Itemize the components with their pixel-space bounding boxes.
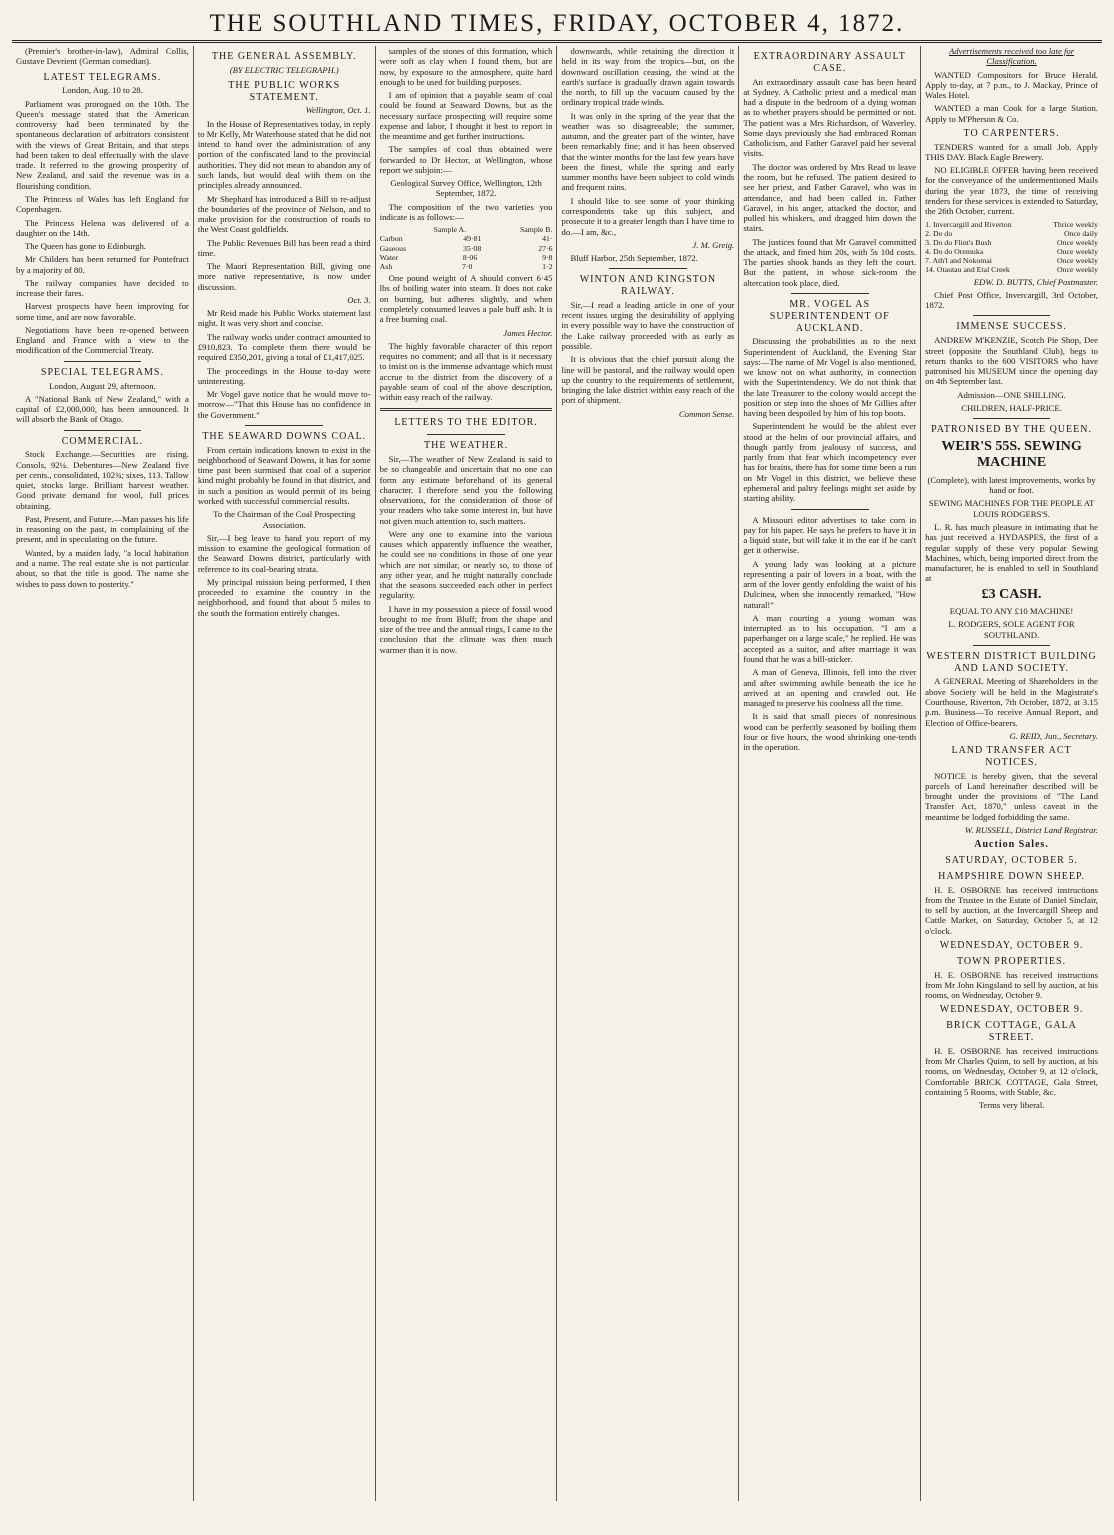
seaward-para: To the Chairman of the Coal Prospecting Association. xyxy=(213,509,356,530)
table-cell: Sample A. xyxy=(433,225,467,235)
misc-para: A young lady was looking at a picture representing a pair of lovers in a boat, with the arm of the lover gently enfolding the waist of his Dulcinea, when she innocently remarked, "How natural!" xyxy=(743,558,917,610)
works-para: Mr Vogel gave notice that he would move to-morrow—"That this House has no confidence in the Government." xyxy=(197,389,371,420)
ad-text: CHILDREN, HALF-PRICE. xyxy=(961,402,1062,413)
assault-para: The doctor was ordered by Mrs Read to leave the room, but he refused. The patient desired to see her priest, and Father Garavel, who was in attendance, and had been called in. Father Garavel, in his anger, attacked the doctor, and pulled his whiskers, and dragged him down the stairs. xyxy=(743,161,917,234)
column-1 xyxy=(12,46,194,1501)
table-row xyxy=(925,265,1098,274)
latest-telegrams-heading: LATEST TELEGRAMS. xyxy=(43,71,162,83)
coal-para: Geological Survey Office, Wellington, 12th September, 1872. xyxy=(390,178,542,199)
divider xyxy=(791,293,869,294)
masthead: THE SOUTHLAND TIMES, FRIDAY, OCTOBER 4, 1872. xyxy=(12,10,1102,43)
latest-para: Parliament was prorogued on the 10th. The Queen's message stated that the American controversy had been terminated by the spontaneous declaration of arbitrators consistent with the views of Great Britain, and that steps had been taken to deal effectually with the slave trade. It referred to the growing prosperity of New Zealand, and said the revenue was in a flourishing condition. xyxy=(16,98,189,191)
table-cell: 4. Do do Oremuka xyxy=(925,247,984,257)
winton-signature: Common Sense. xyxy=(678,408,735,419)
table-cell: 3. Do do Flint's Bush xyxy=(925,237,992,247)
divider xyxy=(973,315,1051,316)
works-dateline: Wellington, Oct. 1. xyxy=(305,105,371,116)
past-present-para: Past, Present, and Future.—Man passes his life in reasoning on the past, in complaining of the present, and in speculating on the future. xyxy=(16,513,189,545)
column-5 xyxy=(739,46,921,1501)
ad-text: H. E. OSBORNE has received instructions from Mr Charles Quinn, to sell by auction, at his rooms, on Wednesday, October 9, at 12 o'clock, Comfortable BRICK COTTAGE, Gala Street, containing 5 Rooms, with Stable, &c. xyxy=(925,1045,1098,1097)
divider xyxy=(64,430,142,431)
ad-text: H. E. OSBORNE has received instructions from Mr John Kingsland to sell by auction, at his rooms, on Wednesday, October 9. xyxy=(925,969,1098,1001)
seaward-downs-heading: THE SEAWARD DOWNS COAL. xyxy=(202,430,367,442)
ad-text: WANTED Compositors for Bruce Herald. Apply to-day, at 7 p.m., to J. Mackay, Prince of Wales Hotel. xyxy=(925,69,1098,101)
works-para: The proceedings in the House to-day were uninteresting. xyxy=(197,365,371,386)
ad-text: (Complete), with latest improvements, works by hand or foot. xyxy=(927,474,1096,496)
table-cell: 7·0 xyxy=(461,262,473,271)
weather-signature: J. M. Greig. xyxy=(692,239,735,250)
auction-heading: Auction Sales. xyxy=(974,839,1049,851)
works-para: The Maori Representation Bill, giving one more native representative, is now under discussion. xyxy=(197,261,371,292)
newspaper-page xyxy=(12,10,1102,1510)
divider xyxy=(973,418,1051,419)
table-cell: 27·6 xyxy=(538,243,553,253)
table-cell: 14. Otautau and Etal Creek xyxy=(925,265,1010,275)
divider xyxy=(380,408,553,411)
column-6 xyxy=(921,46,1102,1501)
table-row xyxy=(380,244,553,253)
seaward-para: My principal mission being performed, I then proceeded to examine the country in the neighborhood, and found that about 5 miles to the south the formation entirely changes. xyxy=(197,576,371,618)
ad-text: NO ELIGIBLE OFFER having been received for the conveyance of the undermentioned Mails during the year 1873, the time of receiving tenders for these services is extended to Saturday, the 26th October, current. xyxy=(925,165,1098,217)
weather-para: I should like to see some of your thinking correspondents take up this subject, and prosecute it to a greater length than I have time to do.—I am, &c., xyxy=(561,195,735,237)
vogel-heading: MR. VOGEL AS SUPERINTENDENT OF AUCKLAND. xyxy=(769,298,890,334)
table-cell: 35·08 xyxy=(463,243,482,253)
table-cell: 49·81 xyxy=(463,234,482,244)
table-cell: Once weekly xyxy=(1057,247,1098,257)
table-cell: 1. Invercargill and Riverton xyxy=(925,219,1012,229)
success-heading: IMMENSE SUCCESS. xyxy=(956,321,1067,333)
weather-para: Sir,—The weather of New Zealand is said to be so changeable and uncertain that no one can form any estimate beforehand of its general character. I therefore send you the following observations, for the consideration of those of your readers who take some interest in, but have not given much attention to, such matters. xyxy=(379,453,553,526)
misc-para: A man of Geneva, Illinois, fell into the river and after swimming awhile beneath the ice he arrived at an opening and crawled out. He managed to preserve his coolness all the time. xyxy=(743,667,917,709)
vogel-para: Superintendent he would be the ablest ever stood at the helm of our provincial affairs, and though partly from jealousy of success, and partly from that fear which incompetency ever has for brains, there has for some time been a run on Mr Vogel in this district, we believe these ephemeral and paltry feelings might set aside by starting ability. xyxy=(743,421,917,504)
coal-para: The highly favorable character of this report requires no comment; and all that is it necessary to insist on is the immense advantage which must accrue to the district from the discovery of a payable seam of coal of the above description, within easy reach of the railway. xyxy=(379,340,553,403)
table-row xyxy=(925,256,1098,265)
table-cell: 9·8 xyxy=(542,252,553,262)
works-para: The Public Revenues Bill has been read a third time. xyxy=(197,237,371,258)
table-cell: Once weekly xyxy=(1057,265,1098,275)
public-works-heading: THE PUBLIC WORKS STATEMENT. xyxy=(228,79,341,103)
works-para: Mr Shephard has introduced a Bill to re-adjust the boundaries of the province of Nelson, and to make provision for the construction of roads to the West Coast goldfields. xyxy=(197,193,371,235)
table-cell: 8·06 xyxy=(462,252,478,262)
weather-para: downwards, while retaining the direction it held in its way from the tropics—but, on the downward oscillation ceasing, the wind at the earth's surface is gradually drawn again towards the north, to fill up the vacuum caused by the ordinary tropical trade winds. xyxy=(561,46,735,108)
table-cell: Sample B. xyxy=(519,225,553,235)
table-row xyxy=(380,262,553,271)
weir-price: £3 CASH. xyxy=(981,586,1042,602)
table-cell: Once weekly xyxy=(1057,256,1098,266)
special-telegrams-heading: SPECIAL TELEGRAMS. xyxy=(40,366,164,378)
sheep-heading: HAMPSHIRE DOWN SHEEP. xyxy=(938,870,1085,882)
weather-para: It was only in the spring of the year that the weather was so disagreeable; the summer, autumn, and the greater part of the winter, have been remarkably fine; and it has been observed that the winter months for the last few years have been the finest, while the spring and early summer months have been subject to cold winds and frequent rains. xyxy=(561,110,735,193)
vogel-para: Discussing the probabilities as to the next Superintendent of Auckland, the Evening Star says:—The name of Mr Vogel is also mentioned, we know not on what authority, in connection with the Superintendency. We do not think that the late Treasurer to the colony would accept the position or step into the shoes of Mr Gillies after having been despoiled by him of his top boots. xyxy=(743,336,917,419)
misc-para: A man courting a young woman was interrupted as to his occupation. "I am a paperhanger on a large scale," he replied. He was accepted as a suitor, and after marriage it was found that he was a bill-sticker. xyxy=(743,612,917,664)
column-3 xyxy=(376,46,558,1501)
coal-para: I am of opinion that a payable seam of coal could be found at Seaward Downs, but as the necessary surface prospecting will require some expense and labor, I thought it best to report in the meantime and get further instructions. xyxy=(379,90,553,142)
seaward-para: From certain indications known to exist in the neighborhood of Seaward Downs, it has for some time past been surmised that coal of a superior kind might probably be found in that district, and in such a position as would permit of its being worked with successful commercial results. xyxy=(197,444,371,506)
table-cell: Once weekly xyxy=(1057,237,1098,247)
table-cell: Water xyxy=(379,252,399,262)
divider xyxy=(64,361,142,362)
weather-para: I have in my possession a piece of fossil wood brought to me from Bluff; from the shape and size of the tree and the annual rings, I came to the conclusion that the climate was then much warmer than it is now. xyxy=(379,603,553,655)
latest-para: Negotiations have been re-opened between England and France with a view to the modification of the Commercial Treaty. xyxy=(16,324,189,356)
misc-para: A Missouri editor advertises to take corn in pay for his paper. He says he prefers to have it in a liquid state, but will take it in the ear if he can't get it otherwise. xyxy=(743,514,917,556)
assault-para: An extraordinary assault case has been heard at Sydney. A Catholic priest and a medical man had a dispute in the bedroom of a dying woman as to whether prayers should be permitted or not. The patient was a Mrs Richardson, of Waverley. Some days previously she had embraced Roman Catholicism, and Father Garavel paid her several visits. xyxy=(743,76,917,159)
divider xyxy=(973,645,1051,646)
ad-text: TENDERS wanted for a small Job. Apply THIS DAY. Black Eagle Brewery. xyxy=(925,141,1098,162)
column-4 xyxy=(557,46,739,1501)
columns xyxy=(12,46,1102,1501)
table-cell: 1·2 xyxy=(542,262,553,271)
general-assembly-sub: (BY ELECTRIC TELEGRAPH.) xyxy=(229,64,339,75)
table-cell: Carbon xyxy=(379,234,403,244)
ad-text: Terms very liberal. xyxy=(978,1100,1045,1111)
weather-para: Were any one to examine into the various causes which apparently influence the weather, he could see no conditions in those of one year which are not similar, or nearly so, to those of any other year, and he might naturally conclude that the seasons succeeded each other in perfect regularity. xyxy=(379,528,553,601)
brick-heading: BRICK COTTAGE, GALA STREET. xyxy=(946,1020,1077,1043)
table-header xyxy=(380,225,553,234)
works-para: In the House of Representatives today, in reply to Mr Kelly, Mr Waterhouse stated that he did not intend to hand over the administration of any portion of the confiscated land to the provincial authorities. They did not mean to abandon any of such lands, but would deal with them on the principles already announced. xyxy=(197,118,371,191)
table-row xyxy=(925,238,1098,247)
winton-para: Sir,—I read a leading article in one of your recent issues urging the desirability of applying in every possible way to have the construction of the Lake railway proceeded with as early as possible. xyxy=(561,299,735,351)
table-row xyxy=(925,220,1098,229)
works-para: The railway works under contract amounted to £910,823. To complete them there would be required £350,201, giving a total of £1,417,025. xyxy=(197,331,371,363)
works-para: Mr Reid made his Public Works statement last night. It was very short and concise. xyxy=(197,308,371,329)
commercial-para: Stock Exchange.—Securities are rising. Consols, 92¼. Debentures—New Zealand five per cents., consolidated, 102¾; sixes, 113. Tallow quiet, stocks large. Brilliant harvest weather. Good private demand for wool, full prices obtaining. xyxy=(16,449,189,511)
special-para: A "National Bank of New Zealand," with a capital of £2,000,000, has been announced. It will absorb the Bank of Otago. xyxy=(16,393,189,425)
special-dateline: London, August 29, afternoon. xyxy=(49,380,156,391)
commercial-heading: COMMERCIAL. xyxy=(61,435,144,447)
table-cell: Ash xyxy=(379,262,393,271)
western-heading: WESTERN DISTRICT BUILDING AND LAND SOCIETY. xyxy=(926,650,1097,674)
ad-signature: G. REID, Jun., Secretary. xyxy=(1009,730,1098,741)
coal-para: The composition of the two varieties you indicate is as follows:— xyxy=(379,201,553,222)
ad-text: H. E. OSBORNE has received instructions from the Trustee in the Estate of Daniel Sinclair, to sell by auction, at the Invercargill Sheep and Cattle Market, on Saturday, October 5, at 12 o'clock. xyxy=(925,884,1098,936)
ad-text: Admission—ONE SHILLING. xyxy=(957,389,1066,400)
weather-heading: THE WEATHER. xyxy=(424,440,509,452)
latest-para: Mr Childers has been returned for Pontefract by a majority of 80. xyxy=(16,254,189,275)
mail-table xyxy=(925,220,1098,275)
ad-text: A GENERAL Meeting of Shareholders in the above Society will be held in the Magistrate's Courthouse, Riverton, 7th October, 1872, at 3.15 p.m. Business—To receive Annual Report, and Election of Office-bearers. xyxy=(925,676,1098,728)
town-heading: TOWN PROPERTIES. xyxy=(956,955,1067,967)
table-row xyxy=(925,247,1098,256)
queen-heading: PATRONISED BY THE QUEEN. xyxy=(931,424,1092,436)
general-assembly-heading: THE GENERAL ASSEMBLY. xyxy=(211,51,357,62)
ad-text: NOTICE is hereby given, that the several parcels of Land hereinafter described will be brought under the provisions of "The Land Transfer Act, 1870," unless caveat in the meantime be lodged forbidding the same. xyxy=(925,770,1098,822)
column-2 xyxy=(194,46,376,1501)
table-cell: 2. Do do xyxy=(925,228,953,238)
divider xyxy=(245,425,323,426)
table-cell: 7. Ath'l and Nokomai xyxy=(925,256,992,266)
ad-text: SEWING MACHINES FOR THE PEOPLE AT LOUIS RODGERS'S. xyxy=(928,498,1095,519)
table-cell: Gaseous xyxy=(379,243,407,253)
table-cell: Once daily xyxy=(1063,228,1098,238)
table-cell: Thrice weekly xyxy=(1053,219,1098,229)
latest-para: The railway companies have decided to increase their fares. xyxy=(16,277,189,299)
works-dateline: Oct. 3. xyxy=(347,294,371,305)
saturday-heading: SATURDAY, OCTOBER 5. xyxy=(945,855,1078,867)
winton-heading: WINTON AND KINGSTON RAILWAY. xyxy=(579,274,717,298)
ad-signature: L. RODGERS, SOLE AGENT FOR SOUTHLAND. xyxy=(948,619,1075,640)
table-row xyxy=(380,234,553,243)
table-row xyxy=(925,229,1098,238)
ad-text: ANDREW M'KENZIE, Scotch Pie Shop, Dee street (opposite the Southland Club), begs to return thanks to the 600 VISITORS who have patronised his MUSEUM since the opening day on 4th September last. xyxy=(925,335,1098,387)
coal-signature: James Hector. xyxy=(503,327,553,338)
ad-signature: W. RUSSELL, District Land Registrar. xyxy=(964,825,1098,835)
ad-text: WANTED a man Cook for a large Station. Apply to M'Pherson & Co. xyxy=(925,103,1098,124)
winton-para: It is obvious that the chief pursuit along the line will be pastoral, and the railway would open up the country to the requirements of settlement, bringing the lake district within easy reach of the port of shipment. xyxy=(561,354,735,406)
ad-signature: EDW. D. BUTTS, Chief Postmaster. xyxy=(973,276,1098,287)
ad-text: EQUAL TO ANY £10 MACHINE! xyxy=(949,606,1074,617)
carpenters-heading: TO CARPENTERS. xyxy=(963,127,1060,139)
misc-para: It is said that small pieces of nonresinous wood can be perfectly seasoned by boiling them four or five hours, the wood shrinking one-tenth in the operation. xyxy=(743,711,917,753)
coal-para: One pound weight of A should convert 6·45 lbs of boiling water into steam. It does not cake on burning, but adheres slightly, and when completely consumed leaves a pale buff ash. It is a free burning coal. xyxy=(379,273,553,325)
coal-analysis-table xyxy=(380,225,553,271)
assault-heading: EXTRAORDINARY ASSAULT CASE. xyxy=(753,51,906,74)
ad-text: Chief Post Office, Invercargill, 3rd October, 1872. xyxy=(925,289,1098,311)
wednesday-heading: WEDNESDAY, OCTOBER 9. xyxy=(939,939,1084,951)
latest-dateline: London, Aug. 10 to 28. xyxy=(61,85,143,96)
latest-para: The Queen has gone to Edinburgh. xyxy=(25,241,146,252)
coal-para: samples of the stones of this formation, which were soft as clay when I found them, but are now, by exposure to the atmosphere, quite hard enough to be used for building purposes. xyxy=(379,46,553,87)
wednesday-heading: WEDNESDAY, OCTOBER 9. xyxy=(939,1004,1084,1016)
intro-text: (Premier's brother-in-law), Admiral Collis, Gustave Devrient (German comedian). xyxy=(16,46,189,67)
latest-para: Harvest prospects have been improving for some time, and are now favorable. xyxy=(16,301,189,322)
coal-para: The samples of coal thus obtained were forwarded to Dr Hector, at Wellington, whose report we subjoin:— xyxy=(379,144,553,175)
table-row xyxy=(380,253,553,262)
assault-para: The justices found that Mr Garavel committed the attack, and fined him 20s, with 5s 10d costs. The parties shook hands as they left the court. But the patient, in whose sick-room the altercation took place, died. xyxy=(743,236,917,288)
latest-para: The Princess Helena was delivered of a daughter on the 14th. xyxy=(16,217,189,238)
ad-text: L. R. has much pleasure in intimating that he has just received a HYDASPES, the first of a regular supply of these very popular Sewing Machines, which, being imported direct from the manufacturer, he is enabled to sell in Southland at xyxy=(925,521,1098,584)
divider xyxy=(791,509,869,510)
seaward-para: Sir,—I beg leave to hand you report of my mission to examine the geological formation of the Seaward Downs district, particularly with reference to its coal-bearing strata. xyxy=(197,532,371,574)
letters-heading: LETTERS TO THE EDITOR. xyxy=(394,417,538,429)
ads-heading: Advertisements received too late for Classification. xyxy=(948,46,1075,67)
weir-heading: WEIR'S 55S. SEWING MACHINE xyxy=(941,438,1082,471)
wanted-para: Wanted, by a maiden lady, "a local habitation and a name. The real estate she is not particular about, so that the title is good. The name she wishes to pass down to posterity." xyxy=(16,547,189,589)
latest-para: The Princess of Wales has left England for Copenhagen. xyxy=(16,193,189,215)
land-heading: LAND TRANSFER ACT NOTICES. xyxy=(951,745,1072,768)
divider xyxy=(609,268,687,269)
divider xyxy=(427,434,505,435)
weather-date: Bluff Harbor, 25th September, 1872. xyxy=(570,253,698,264)
table-cell: 41· xyxy=(542,234,553,244)
